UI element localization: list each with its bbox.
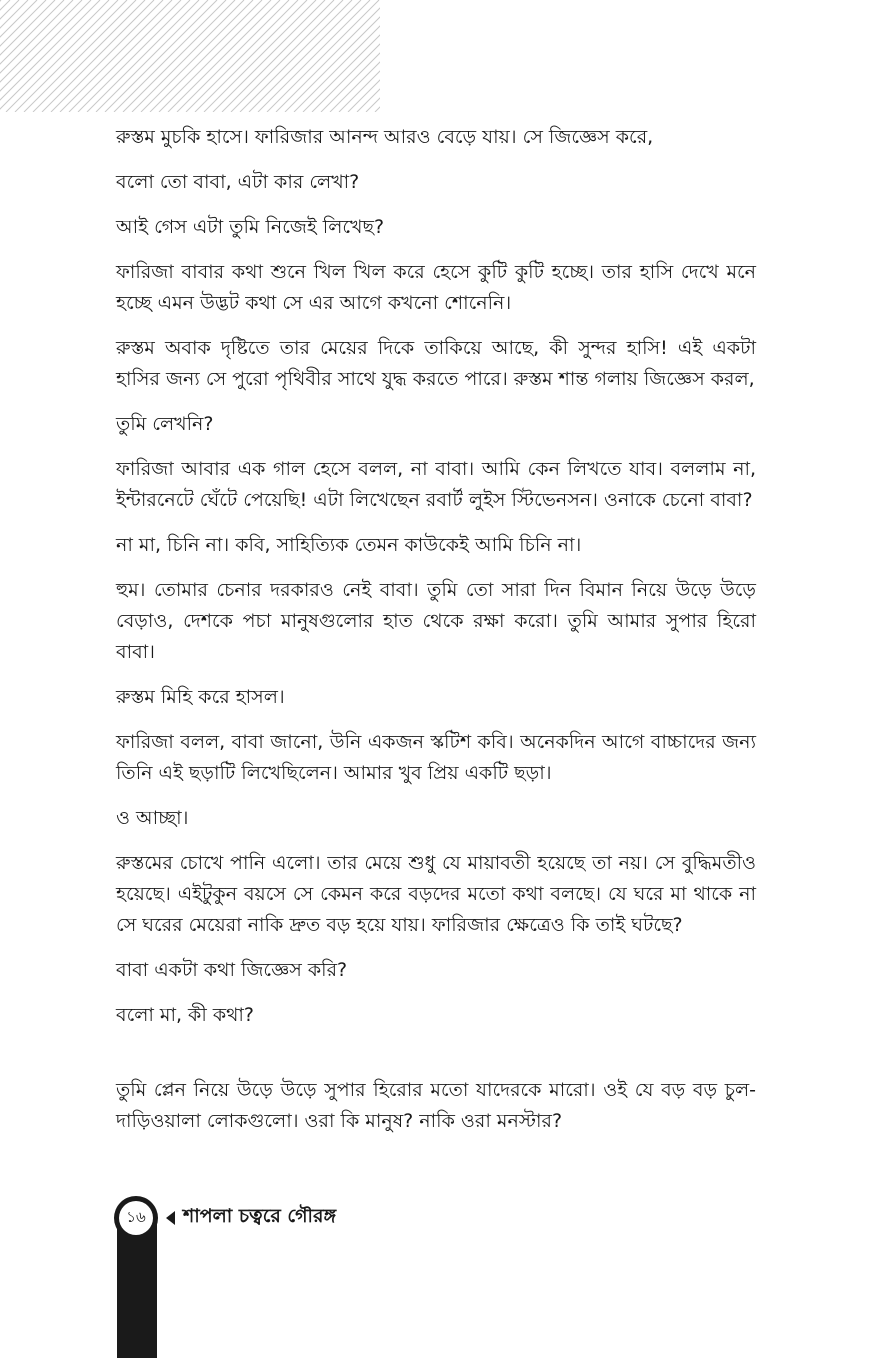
paragraph: ও আচ্ছা। — [116, 807, 189, 829]
hatch-line — [240, 0, 352, 112]
hatch-line — [312, 0, 380, 112]
paragraph: রুস্তম অবাক দৃষ্টিতে তার মেয়ের দিকে তাকিয়ে আছে, কী সুন্দর হাসি! এই একটা হাসির জন্য সে পুরো পৃথিবীর সাথে যুদ্ধ করতে পারে। রুস্তম শান্ত গলায় জিজ্ঞেস করল, — [116, 337, 756, 390]
running-footer — [166, 1204, 336, 1232]
paragraph: ফারিজা বাবার কথা শুনে খিল খিল করে হেসে কুটি কুটি হচ্ছে। তার হাসি দেখে মনে হচ্ছে এমন উদ্ভট কথা সে এর আগে কখনো শোনেনি। — [116, 261, 756, 314]
hatch-line — [24, 0, 136, 112]
hatch-line — [141, 0, 253, 112]
hatch-line — [15, 0, 127, 112]
hatch-line — [258, 0, 370, 112]
paragraph: বলো মা, কী কথা? — [116, 1004, 255, 1026]
hatch-line — [0, 0, 1, 112]
paragraph: রুস্তম মিহি করে হাসল। — [116, 686, 285, 708]
page-number-badge — [114, 1196, 158, 1240]
hatch-line — [159, 0, 271, 112]
paragraph: আই গেস এটা তুমি নিজেই লিখেছ? — [116, 216, 385, 238]
paragraph: রুস্তম মুচকি হাসে। ফারিজার আনন্দ আরও বেড়ে যায়। সে জিজ্ঞেস করে, — [116, 126, 654, 148]
hatch-line — [105, 0, 217, 112]
paragraph: বাবা একটা কথা জিজ্ঞেস করি? — [116, 959, 348, 981]
hatch-line — [150, 0, 262, 112]
paragraph: না মা, চিনি না। কবি, সাহিত্যিক তেমন কাউকেই আমি চিনি না। — [116, 534, 582, 556]
hatch-line — [204, 0, 316, 112]
hatch-line — [186, 0, 298, 112]
hatch-line — [69, 0, 181, 112]
paragraph: তুমি প্লেন নিয়ে উড়ে উড়ে সুপার হিরোর মতো যাদেরকে মারো। ওই যে বড় বড় চুল-দাড়িওয়ালা লোকগুলো। ওরা কি মানুষ? নাকি ওরা মনস্টার? — [116, 1079, 756, 1132]
book-title: শাপলা চত্বরে গৌরঙ্গ — [183, 1205, 337, 1227]
hatch-line — [213, 0, 325, 112]
hatch-line — [177, 0, 289, 112]
hatch-line — [87, 0, 199, 112]
hatch-line — [0, 0, 19, 112]
hatch-line — [33, 0, 145, 112]
paragraph: ফারিজা আবার এক গাল হেসে বলল, না বাবা। আমি কেন লিখতে যাব। বললাম না, ইন্টারনেটে ঘেঁটে পেয়েছি! এটা লিখেছেন রবার্ট লুইস স্টিভেনসন। ওনাকে চেনো বাবা? — [116, 458, 756, 511]
hatch-line — [114, 0, 226, 112]
hatch-line — [42, 0, 154, 112]
hatch-line — [294, 0, 380, 112]
hatch-line — [249, 0, 361, 112]
hatch-line — [132, 0, 244, 112]
hatch-line — [231, 0, 343, 112]
paragraph: ফারিজা বলল, বাবা জানো, উনি একজন স্কটিশ কবি। অনেকদিন আগে বাচ্চাদের জন্য তিনি এই ছড়াটি লিখেছিলেন। আমার খুব প্রিয় একটি ছড়া। — [116, 731, 756, 784]
hatch-line — [51, 0, 163, 112]
hatch-line — [222, 0, 334, 112]
hatch-line — [78, 0, 190, 112]
hatch-line — [195, 0, 307, 112]
hatch-line — [6, 0, 118, 112]
paragraph: রুস্তমের চোখে পানি এলো। তার মেয়ে শুধু যে মায়াবতী হয়েছে তা নয়। সে বুদ্ধিমতীও হয়েছে। এইটুকুন বয়সে সে কেমন করে বড়দের মতো কথা বলছে। যে ঘরে মা থাকে না সে ঘরের মেয়েরা নাকি দ্রুত বড় হয়ে যায়। ফারিজার ক্ষেত্রেও কি তাই ঘটছে? — [116, 852, 756, 936]
paragraph: তুমি লেখনি? — [116, 413, 214, 435]
corner-hatch-decoration — [0, 0, 380, 112]
hatch-line — [60, 0, 172, 112]
paragraph: হুম। তোমার চেনার দরকারও নেই বাবা। তুমি তো সারা দিন বিমান নিয়ে উড়ে উড়ে বেড়াও, দেশকে পচা মানুষগুলোর হাত থেকে রক্ষা করো। তুমি আমার সুপার হিরো বাবা। — [116, 579, 756, 663]
hatch-line — [267, 0, 379, 112]
hatch-line — [168, 0, 280, 112]
paragraph: বলো তো বাবা, এটা কার লেখা? — [116, 171, 360, 193]
hatch-line — [96, 0, 208, 112]
hatch-line — [123, 0, 235, 112]
page-number: ১৬ — [119, 1201, 153, 1235]
left-triangle-icon — [166, 1211, 175, 1225]
page-body — [116, 122, 756, 1151]
